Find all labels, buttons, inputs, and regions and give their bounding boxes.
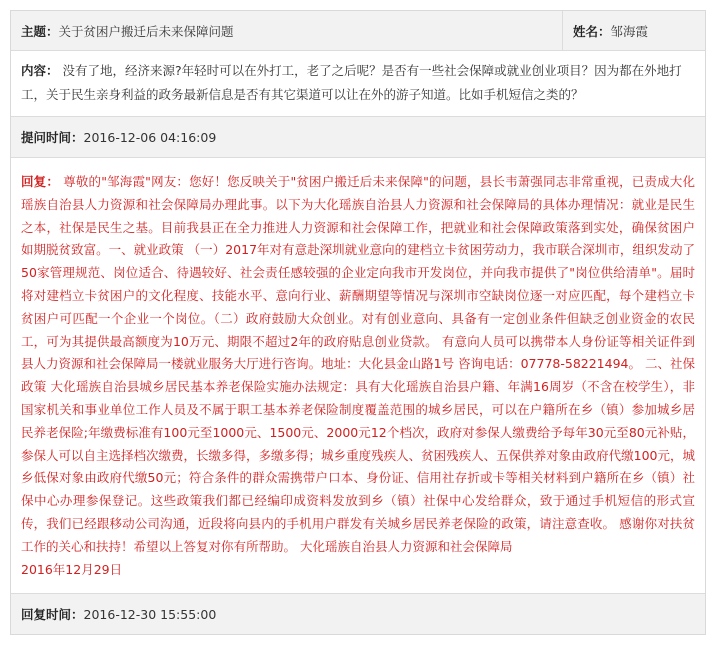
reply-label: 回复： (21, 174, 60, 189)
reply-date: 2016年12月29日 (21, 561, 123, 577)
subject-value: 关于贫困户搬迁后未来保障问题 (58, 23, 234, 39)
name-value: 邹海霞 (610, 23, 649, 39)
name-cell (563, 11, 705, 50)
reply-time-value: 2016-12-30 15:55:00 (83, 606, 217, 622)
content-text: 没有了地，经济来源?年轻时可以在外打工，老了之后呢？是否有一些社会保障或就业创业项目？因为都在外地打工，关于民生亲身利益的政务最新信息是否有其它渠道可以让在外的游子知道。比如手机短信之类的？ (21, 63, 682, 102)
name-label: 姓名： (573, 23, 611, 39)
content-row (11, 51, 705, 117)
subject-label: 主题： (21, 23, 59, 39)
message-detail-panel (10, 10, 706, 635)
ask-time-row (11, 117, 705, 158)
reply-time-label: 回复时间： (21, 607, 84, 623)
title-row (11, 11, 705, 51)
reply-time-row (11, 594, 705, 634)
ask-time-label: 提问时间： (21, 130, 84, 145)
subject-cell (11, 11, 563, 50)
reply-text: 尊敬的"邹海霞"网友：您好！您反映关于"贫困户搬迁后未来保障"的问题，县长韦萧强同志非常重视，已责成大化瑶族自治县人力资源和社会保障局办理此事。以下为大化瑶族自治县人力资源和社会保障局的具体办理情况：就业是民生之本，社保是民生之基。目前我县正在全力推进人力资源和社会保障工作，把就业和社会保障政策落到实处，确保贫困户如期脱贫致富。一、就业政策 （一）2017年对有意赴深圳就业意向的建档立卡贫困劳动力，我市联合深圳市，组织发动了50家管理规范、岗位适合、待遇较好、社会责任感较强的企业定向我市开发岗位，并向我市提供了"岗位供给清单"。届时将对建档立卡贫困户的文化程度、技能水平、意向行业、薪酬期望等情况与深圳市空缺岗位逐一对应匹配，每个建档立卡贫困户可匹配一个企业一个岗位。（二）政府鼓励大众创业。对有创业意向、具备有一定创业条件但缺乏创业资金的农民工，可为其提供最高额度为10万元、期限不超过2年的政府贴息创业贷款。 有意向人员可以携带本人身份证等相关证件到县人力资源和社会保障局一楼就业服务大厅进行咨询。地址：大化县金山路1号 咨询电话：07778-58221494。 二、社保政策 大化瑶族自治县城乡居民基本养老保险实施办法规定：具有大化瑶族自治县户籍、年满16周岁（不含在校学生），非国家机关和事业单位工作人员及不属于职工基本养老保险制度覆盖范围的城乡居民，可以在户籍所在乡（镇）参加城乡居民养老保险;年缴费标准有100元至1000元、1500元、2000元12个档次，政府对参保人缴费给予每年30元至80元补贴，参保人可以自主选择档次缴费，长缴多得，多缴多得；城乡重度残疾人、贫困残疾人、五保供养对象由政府代缴100元，城乡低保对象由政府代缴50元；符合条件的群众需携带户口本、身份证、信用社存折或卡等相关材料到户籍所在乡（镇）社保中心办理参保登记。这些政策我们都已经编印成资料发放到乡（镇）社保中心发给群众，致于通过手机短信的形式宣传，我们已经跟移动公司沟通，近段将向县内的手机用户群发有关城乡居民养老保险的政策，请注意查收。 感谢你对扶贫工作的关心和扶持！希望以上答复对你有所帮助。 大化瑶族自治县人力资源和社会保障局 (21, 174, 695, 554)
content-label: 内容： (21, 63, 59, 78)
reply-row (11, 158, 705, 594)
ask-time-value: 2016-12-06 04:16:09 (83, 129, 217, 145)
